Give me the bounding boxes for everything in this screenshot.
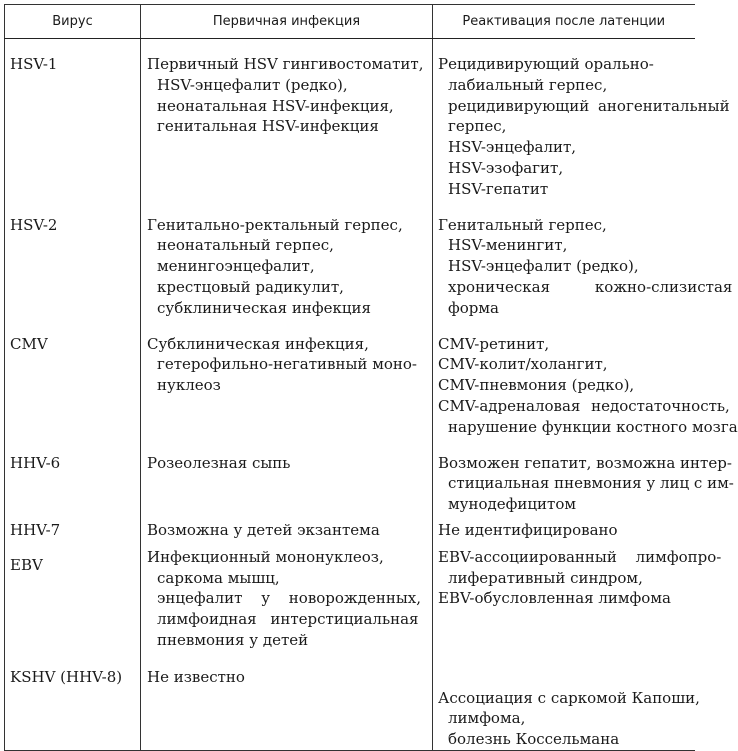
primary-cell <box>141 541 433 651</box>
reactivation-cell <box>433 438 734 515</box>
reactivation-line: герпес, <box>448 117 507 136</box>
primary-line: Первичный HSV гингивостоматит, <box>147 55 424 73</box>
primary-line: Инфекционный мононуклеоз, <box>147 547 384 566</box>
primary-line: Возможна у детей экзантема <box>147 520 380 539</box>
reactivation-line: HSV-эзофагит, <box>448 158 564 177</box>
virus-cell: EBV <box>5 541 141 651</box>
header-virus: Вирус <box>5 5 141 39</box>
virus-cell: KSHV (HHV-8) <box>5 651 141 751</box>
header-reactivation: Реактивация после латенции <box>433 5 695 39</box>
reactivation-cell <box>433 515 695 541</box>
reactivation-line: лиферативный синдром, <box>448 568 643 587</box>
reactivation-line: Генитальный герпес, <box>438 215 607 234</box>
primary-line: Субклиническая инфекция, <box>147 334 369 353</box>
reactivation-cell <box>433 541 722 651</box>
primary-line: лимфоидная интерстициальная <box>157 610 419 629</box>
table-row-hhv6 <box>5 438 695 515</box>
primary-line: гетерофильно-негативный моно- <box>157 355 417 374</box>
reactivation-cell <box>433 39 730 200</box>
primary-line: HSV-энцефалит (редко), <box>157 75 348 94</box>
primary-line: пневмония у детей <box>157 630 309 649</box>
reactivation-line: стициальная пневмония у лиц с им- <box>448 474 734 493</box>
table-row-hsv1 <box>5 39 695 200</box>
table-row-hsv2 <box>5 200 695 319</box>
virus-cell: CMV <box>5 319 141 438</box>
table-row-kshv <box>5 651 695 751</box>
primary-line: Розеолезная сыпь <box>147 453 291 472</box>
primary-line: субклиническая инфекция <box>157 298 371 317</box>
reactivation-cell <box>433 200 733 319</box>
table-row-cmv <box>5 319 695 438</box>
table-row-ebv <box>5 541 695 651</box>
primary-line: менингоэнцефалит, <box>157 257 315 276</box>
primary-cell <box>141 515 433 541</box>
primary-cell <box>141 200 433 319</box>
reactivation-line: HSV-гепатит <box>448 179 549 198</box>
reactivation-line: мунодефицитом <box>448 495 577 514</box>
primary-cell <box>141 438 433 515</box>
reactivation-line: Рецидивирующий орально- <box>438 55 654 73</box>
reactivation-line: лимфома, <box>448 709 526 728</box>
reactivation-line: Возможен гепатит, возможна интер- <box>438 453 732 472</box>
virus-table <box>4 4 738 751</box>
reactivation-line: EBV-ассоциированный лимфопро- <box>438 547 722 566</box>
reactivation-line: болезнь Коссельмана <box>448 730 620 749</box>
reactivation-line: Ассоциация с саркомой Капоши, <box>438 688 700 707</box>
virus-cell: HHV-7 <box>5 515 141 541</box>
reactivation-line: CMV-ретинит, <box>438 334 550 353</box>
reactivation-line: нарушение функции костного мозга <box>448 417 738 436</box>
reactivation-line: HSV-менингит, <box>448 236 568 255</box>
reactivation-line: EBV-обусловленная лимфома <box>438 589 671 608</box>
primary-line: неонатальный герпес, <box>157 236 334 255</box>
primary-line: генитальная HSV-инфекция <box>157 117 379 136</box>
reactivation-line: CMV-пневмония (редко), <box>438 376 635 395</box>
primary-line: саркома мышц, <box>157 568 280 587</box>
header-primary-infection: Первичная инфекция <box>141 5 433 39</box>
virus-cell: HSV-1 <box>5 39 141 200</box>
virus-cell: HHV-6 <box>5 438 141 515</box>
reactivation-line: Не идентифицировано <box>438 520 618 539</box>
primary-cell <box>141 651 433 751</box>
reactivation-line: хроническая кожно-слизистая <box>448 277 733 296</box>
reactivation-cell <box>433 651 700 751</box>
primary-line: энцефалит у новорожденных, <box>157 589 422 608</box>
reactivation-line: HSV-энцефалит (редко), <box>448 257 639 276</box>
primary-line: Не известно <box>147 667 245 686</box>
table-row-hhv7 <box>5 515 695 541</box>
reactivation-line: рецидивирующий аногенитальный <box>448 96 730 115</box>
reactivation-line: CMV-адреналовая недостаточность, <box>438 396 730 415</box>
primary-line: крестцовый радикулит, <box>157 277 344 296</box>
reactivation-line: HSV-энцефалит, <box>448 138 577 157</box>
primary-cell <box>141 319 433 438</box>
reactivation-line: CMV-колит/холангит, <box>438 355 608 374</box>
reactivation-line: форма <box>448 298 499 317</box>
table-header-row <box>5 5 695 39</box>
primary-line: неонатальная HSV-инфекция, <box>157 96 394 115</box>
reactivation-cell <box>433 319 738 438</box>
primary-cell <box>141 39 433 200</box>
virus-cell: HSV-2 <box>5 200 141 319</box>
reactivation-line: лабиальный герпес, <box>448 75 608 94</box>
primary-line: Генитально-ректальный герпес, <box>147 215 403 234</box>
primary-line: нуклеоз <box>157 376 221 395</box>
